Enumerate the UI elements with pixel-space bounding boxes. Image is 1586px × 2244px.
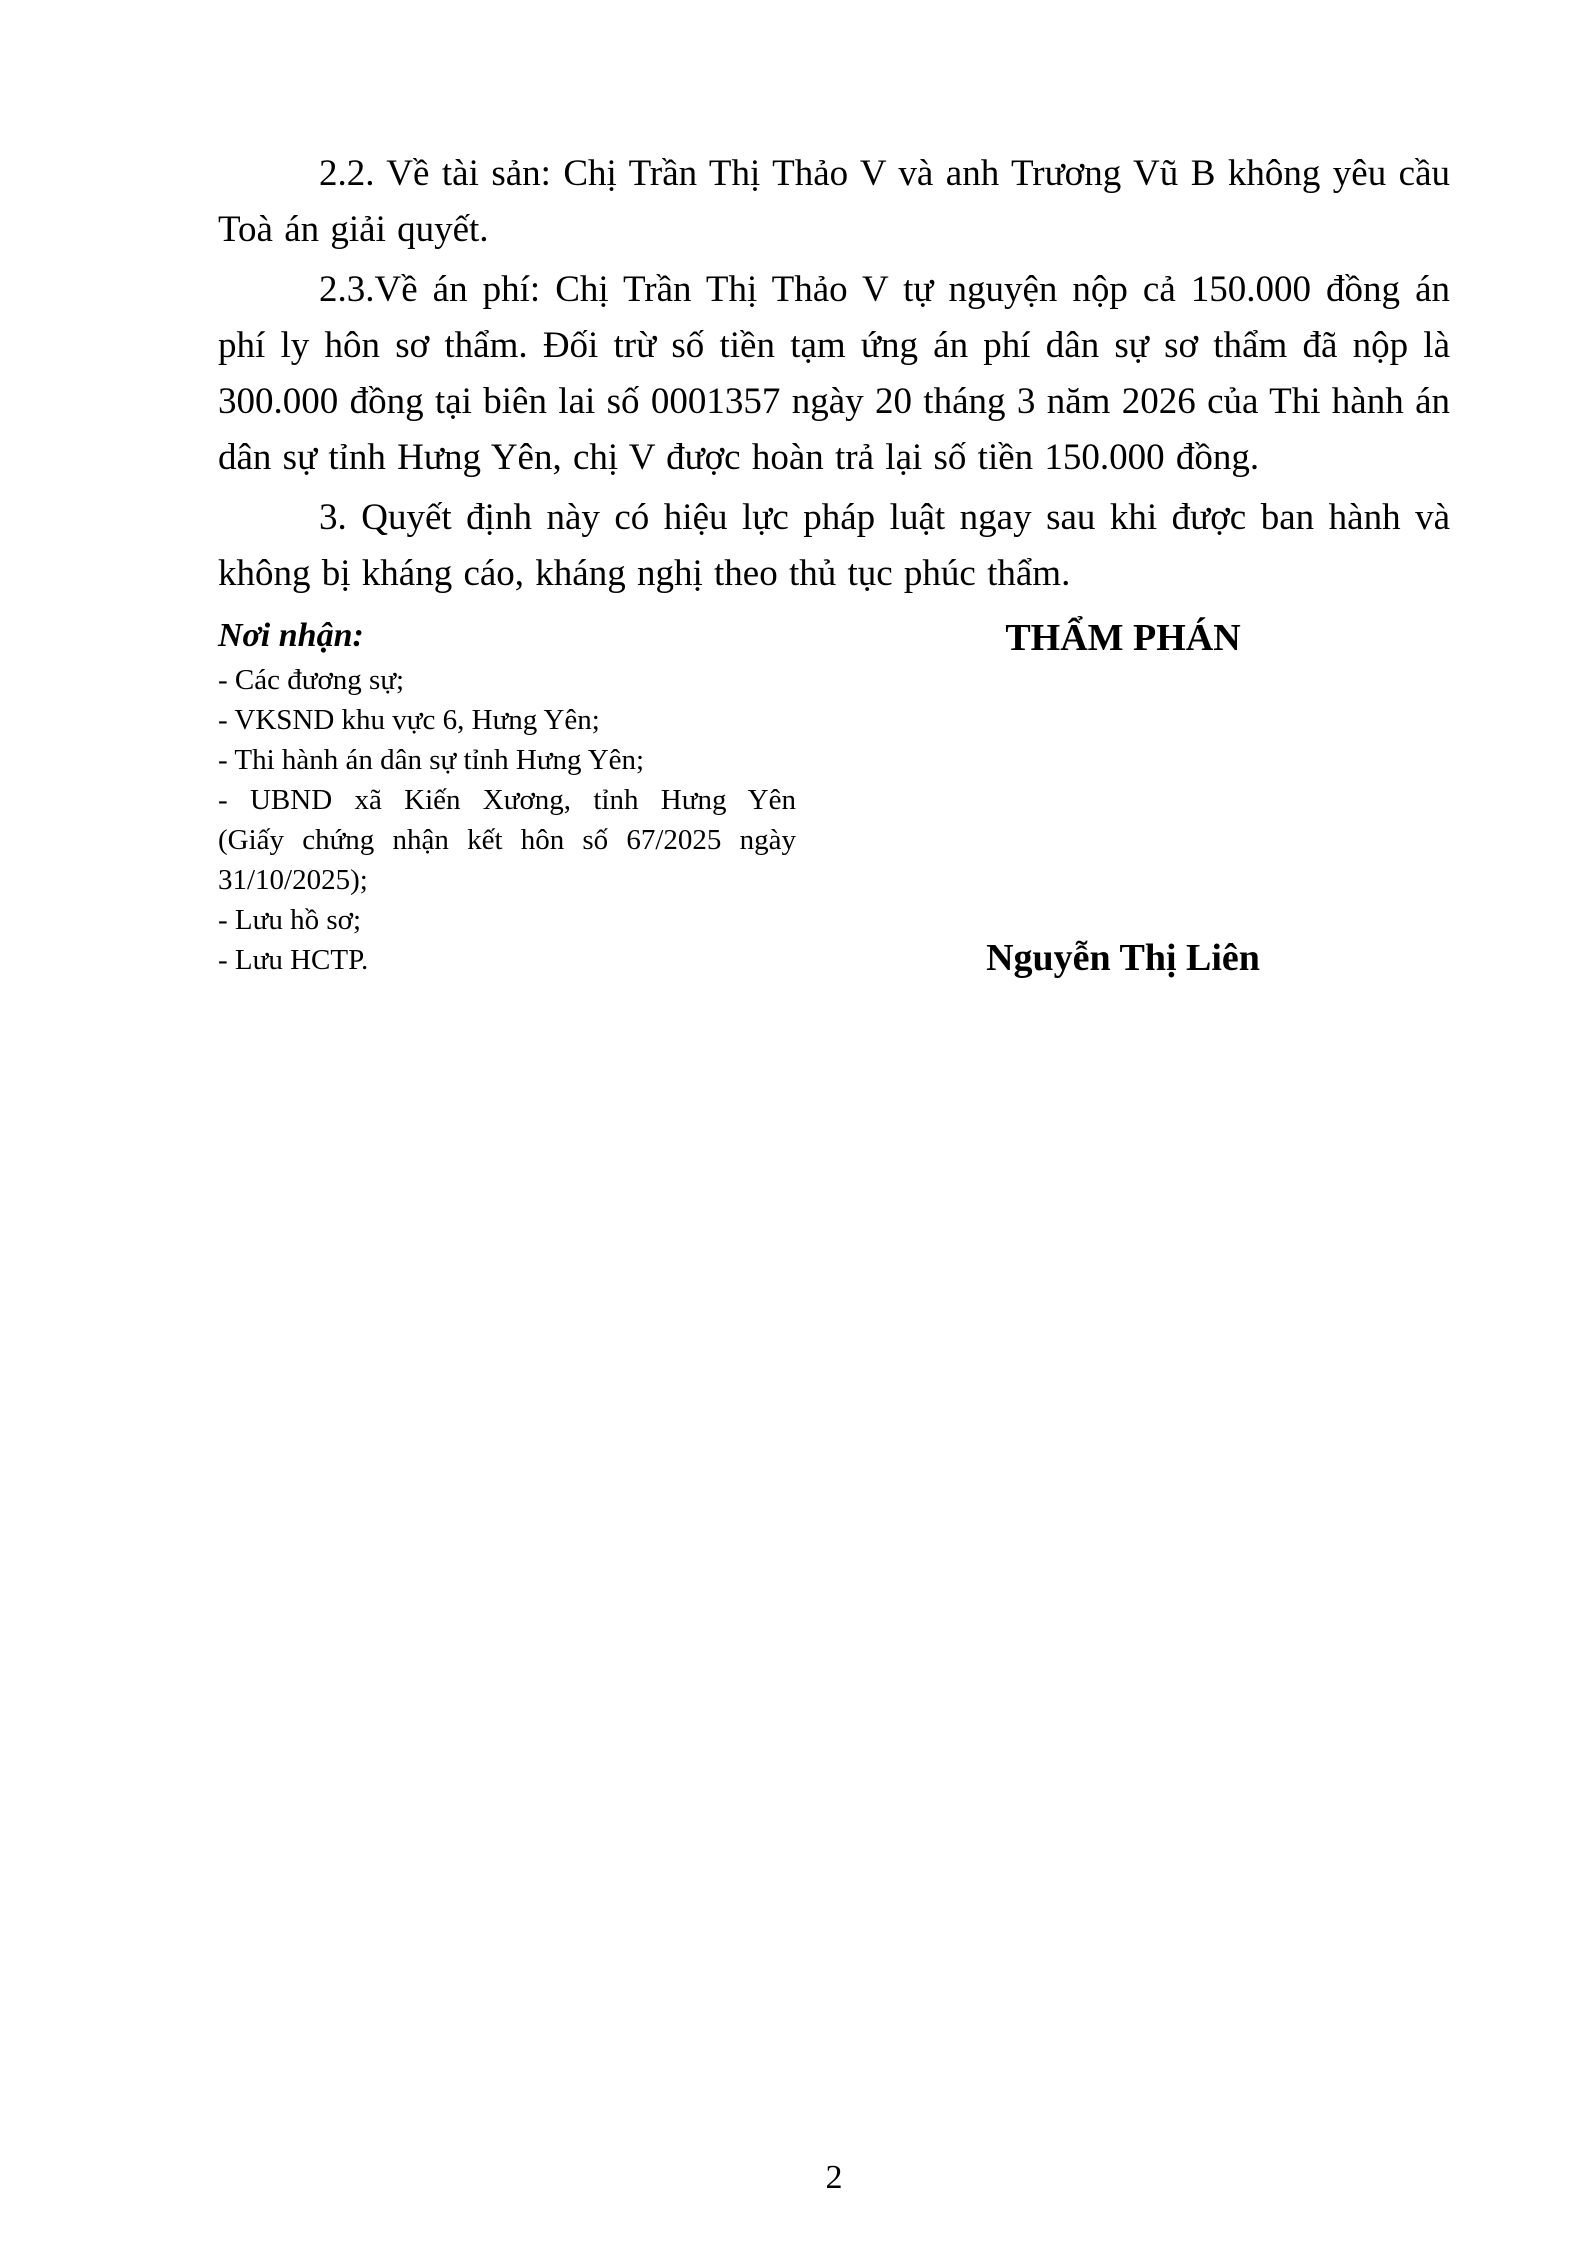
recipients-block xyxy=(218,614,796,980)
judge-name: Nguyễn Thị Liên xyxy=(986,937,1260,979)
paragraph-property: 2.2. Về tài sản: Chị Trần Thị Thảo V và anh Trương Vũ B không yêu cầu Toà án giải quyết. xyxy=(218,153,1450,250)
signature-section xyxy=(218,614,1450,982)
judge-title: THẨM PHÁN xyxy=(1005,617,1241,659)
recipient-line: 31/10/2025); xyxy=(218,864,368,896)
recipient-line: - VKSND khu vực 6, Hưng Yên; xyxy=(218,704,600,736)
document-body xyxy=(218,146,1450,982)
paragraph-court-fee: 2.3.Về án phí: Chị Trần Thị Thảo V tự nguyện nộp cả 150.000 đồng án phí ly hôn sơ thẩm. Đối trừ số tiền tạm ứng án phí dân sự sơ thẩm đã nộp là 300.000 đồng tại biên lai số 0001357 ngày 20 tháng 3 năm 2026 của Thi hành án dân sự tỉnh Hưng Yên, chị V được hoàn trả lại số tiền 150.000 đồng. xyxy=(218,269,1450,478)
recipient-line: (Giấy chứng nhận kết hôn số 67/2025 ngày xyxy=(218,824,796,856)
recipient-line: - Lưu hồ sơ; xyxy=(218,904,362,936)
recipient-line: - Các đương sự; xyxy=(218,664,405,696)
recipients-header: Nơi nhận: xyxy=(218,617,364,654)
paragraph-effectiveness: 3. Quyết định này có hiệu lực pháp luật ngay sau khi được ban hành và không bị kháng cáo, kháng nghị theo thủ tục phúc thẩm. xyxy=(218,497,1450,594)
page-number: 2 xyxy=(825,2159,843,2196)
recipient-line: - Thi hành án dân sự tỉnh Hưng Yên; xyxy=(218,744,645,776)
recipient-line: - Lưu HCTP. xyxy=(218,944,369,976)
recipient-line: - UBND xã Kiến Xương, tỉnh Hưng Yên xyxy=(218,784,796,816)
judge-signature-block xyxy=(796,614,1450,982)
